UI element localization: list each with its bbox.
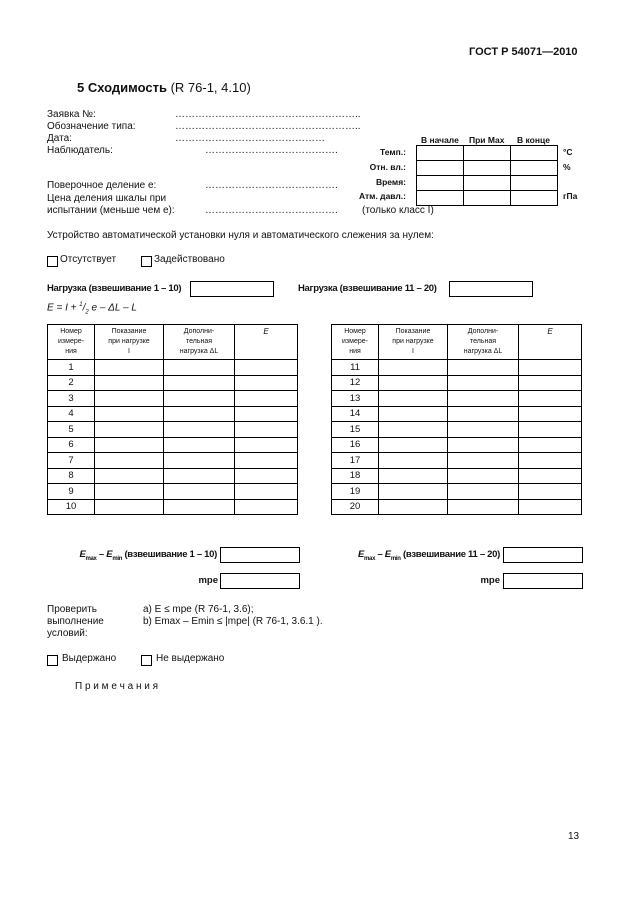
section-number-title: 5 Сходимость <box>77 80 167 95</box>
table-cell[interactable] <box>164 468 235 484</box>
row-number: 9 <box>48 484 95 500</box>
mpe-left-input[interactable] <box>220 573 300 589</box>
type-field[interactable]: ……………………………………………….. <box>175 121 361 132</box>
table-row <box>332 406 582 422</box>
table-header-row <box>48 325 298 360</box>
check-label-3: условий: <box>47 628 88 639</box>
col-header-indication: Показание при нагрузке I <box>95 325 164 360</box>
col-header-additional-load: Дополни- тельная нагрузка ΔL <box>164 325 235 360</box>
env-col-start: В начале <box>421 135 459 145</box>
range-right-text: (взвешивание 11 – 20) <box>402 549 500 560</box>
table-cell[interactable] <box>95 375 164 391</box>
env-unit-humidity: % <box>563 162 571 172</box>
date-field[interactable]: ……………………………………… <box>175 133 325 144</box>
table-cell[interactable] <box>519 375 582 391</box>
col-header-additional-load: Дополни- тельная нагрузка ΔL <box>448 325 519 360</box>
env-cell[interactable] <box>417 146 464 161</box>
application-field[interactable]: ……………………………………………….. <box>175 109 361 120</box>
table-cell[interactable] <box>164 422 235 438</box>
table-cell[interactable] <box>448 406 519 422</box>
table-row <box>332 437 582 453</box>
measurements-table-right <box>331 324 582 515</box>
table-cell[interactable] <box>379 391 448 407</box>
row-number: 14 <box>332 406 379 422</box>
row-number: 6 <box>48 437 95 453</box>
load-left-input[interactable] <box>190 281 274 297</box>
e-max-symbol: E <box>79 549 86 560</box>
table-cell[interactable] <box>448 391 519 407</box>
table-row <box>332 375 582 391</box>
absent-label: Отсутствует <box>60 254 117 265</box>
row-number: 8 <box>48 468 95 484</box>
table-cell[interactable] <box>519 422 582 438</box>
range-left-input[interactable] <box>220 547 300 563</box>
mpe-left-label: mpe <box>198 575 218 586</box>
e-max-sub: max <box>364 555 376 562</box>
load-right-input[interactable] <box>449 281 533 297</box>
table-cell[interactable] <box>519 391 582 407</box>
notes-title: П р и м е ч а н и я <box>75 681 159 692</box>
table-cell[interactable] <box>519 406 582 422</box>
scale-division-label-2: испытании (меньше чем e): <box>47 205 175 216</box>
col-header-error: E <box>235 325 298 360</box>
env-unit-temp: °C <box>563 147 573 157</box>
table-cell[interactable] <box>379 437 448 453</box>
observer-field[interactable]: …………………………………. <box>205 145 338 156</box>
table-cell[interactable] <box>448 375 519 391</box>
range-left-label: $E_{max} - E_{min}$ (взвешивание 1 – 10) <box>79 549 217 562</box>
table-row <box>48 453 298 469</box>
env-row-time <box>417 176 558 191</box>
col-header-error: E <box>519 325 582 360</box>
table-cell[interactable] <box>235 406 298 422</box>
row-number: 19 <box>332 484 379 500</box>
env-label-humidity: Отн. вл.: <box>369 162 406 172</box>
env-row-pressure <box>417 191 558 206</box>
table-row <box>48 437 298 453</box>
table-row <box>48 391 298 407</box>
env-cell[interactable] <box>511 191 558 206</box>
table-cell[interactable] <box>519 499 582 515</box>
verification-division-field[interactable]: …………………………………. <box>205 180 338 191</box>
standard-header: ГОСТ Р 54071—2010 <box>469 46 578 58</box>
e-min-symbol: E <box>384 549 391 560</box>
range-right-input[interactable] <box>503 547 583 563</box>
table-cell[interactable] <box>448 422 519 438</box>
table-row <box>48 499 298 515</box>
range-left-text: (взвешивание 1 – 10) <box>124 549 217 560</box>
row-number: 18 <box>332 468 379 484</box>
e-min-sub: min <box>112 555 123 562</box>
table-cell[interactable] <box>235 422 298 438</box>
table-cell[interactable] <box>95 484 164 500</box>
table-cell[interactable] <box>164 406 235 422</box>
type-label: Обозначение типа: <box>47 121 136 132</box>
table-cell[interactable] <box>164 484 235 500</box>
env-cell[interactable] <box>417 176 464 191</box>
row-number: 15 <box>332 422 379 438</box>
table-row <box>48 468 298 484</box>
table-row <box>332 468 582 484</box>
class-note: (только класс I) <box>362 205 434 216</box>
row-number: 11 <box>332 360 379 376</box>
table-header-row <box>332 325 582 360</box>
env-cell[interactable] <box>417 191 464 206</box>
table-cell[interactable] <box>95 422 164 438</box>
mpe-right-label: mpe <box>480 575 500 586</box>
table-cell[interactable] <box>164 375 235 391</box>
e-min-symbol: E <box>106 549 113 560</box>
table-row <box>332 453 582 469</box>
check-label-2: выполнение <box>47 616 104 627</box>
table-cell[interactable] <box>235 453 298 469</box>
observer-label: Наблюдатель: <box>47 145 113 156</box>
env-col-max: При Max <box>469 135 505 145</box>
env-cell[interactable] <box>511 176 558 191</box>
table-cell[interactable] <box>95 391 164 407</box>
env-cell[interactable] <box>464 176 511 191</box>
load-right-label: Нагрузка (взвешивание 11 – 20) <box>298 283 437 294</box>
table-cell[interactable] <box>95 468 164 484</box>
range-right-label: $E_{max} - E_{min}$ (взвешивание 11 – 20) <box>357 549 500 562</box>
table-cell[interactable] <box>235 468 298 484</box>
table-cell[interactable] <box>379 422 448 438</box>
table-cell[interactable] <box>379 468 448 484</box>
formula-part-a: E = I + <box>47 302 80 314</box>
date-label: Дата: <box>47 133 72 144</box>
table-cell[interactable] <box>235 360 298 376</box>
table-cell[interactable] <box>95 453 164 469</box>
row-number: 5 <box>48 422 95 438</box>
table-cell[interactable] <box>235 391 298 407</box>
environment-table <box>416 145 558 206</box>
passed-checkbox[interactable] <box>47 655 58 666</box>
e-max-sub: max <box>85 555 97 562</box>
check-label-1: Проверить <box>47 604 98 615</box>
scale-division-label-1: Цена деления шкалы при <box>47 193 167 204</box>
table-row <box>332 360 582 376</box>
env-unit-pressure: гПа <box>563 191 578 201</box>
env-cell[interactable] <box>511 146 558 161</box>
env-cell[interactable] <box>464 191 511 206</box>
formula-slash: / <box>82 302 86 314</box>
error-formula <box>47 302 137 315</box>
table-cell[interactable] <box>448 437 519 453</box>
mpe-right-input[interactable] <box>503 573 583 589</box>
active-checkbox[interactable] <box>141 256 152 267</box>
row-number: 10 <box>48 499 95 515</box>
table-cell[interactable] <box>164 391 235 407</box>
table-cell[interactable] <box>519 437 582 453</box>
table-cell[interactable] <box>519 468 582 484</box>
table-row <box>332 484 582 500</box>
table-cell[interactable] <box>519 484 582 500</box>
formula-sup: 1 <box>79 302 83 308</box>
row-number: 3 <box>48 391 95 407</box>
formula-part-b: e – ΔL – L <box>88 302 137 314</box>
table-cell[interactable] <box>379 406 448 422</box>
env-cell[interactable] <box>511 161 558 176</box>
row-number: 1 <box>48 360 95 376</box>
table-row <box>48 484 298 500</box>
table-cell[interactable] <box>164 499 235 515</box>
table-cell[interactable] <box>448 499 519 515</box>
env-label-time: Время: <box>375 177 406 187</box>
load-left-label: Нагрузка (взвешивание 1 – 10) <box>47 283 182 294</box>
section-title <box>77 80 251 95</box>
table-cell[interactable] <box>379 484 448 500</box>
table-cell[interactable] <box>448 453 519 469</box>
col-header-indication: Показание при нагрузке I <box>379 325 448 360</box>
table-cell[interactable] <box>448 484 519 500</box>
failed-checkbox[interactable] <box>141 655 152 666</box>
table-cell[interactable] <box>235 484 298 500</box>
table-row <box>332 499 582 515</box>
table-cell[interactable] <box>95 360 164 376</box>
table-cell[interactable] <box>448 468 519 484</box>
e-max-symbol: E <box>357 549 365 560</box>
absent-checkbox[interactable] <box>47 256 58 267</box>
row-number: 17 <box>332 453 379 469</box>
table-cell[interactable] <box>379 360 448 376</box>
table-cell[interactable] <box>95 437 164 453</box>
row-number: 4 <box>48 406 95 422</box>
table-cell[interactable] <box>379 453 448 469</box>
table-row <box>48 406 298 422</box>
failed-label: Не выдержано <box>156 653 225 664</box>
table-row <box>332 391 582 407</box>
table-cell[interactable] <box>235 437 298 453</box>
table-cell[interactable] <box>95 406 164 422</box>
env-col-end: В конце <box>517 135 550 145</box>
table-cell[interactable] <box>448 360 519 376</box>
condition-b: b) Emax – Emin ≤ |mpe| (R 76-1, 3.6.1 ). <box>143 616 323 627</box>
row-number: 13 <box>332 391 379 407</box>
table-cell[interactable] <box>379 499 448 515</box>
table-cell[interactable] <box>235 499 298 515</box>
col-header-number: Номер измере- ния <box>48 325 95 360</box>
application-label: Заявка №: <box>47 109 96 120</box>
scale-division-field[interactable]: …………………………………. <box>205 205 338 216</box>
table-row <box>48 422 298 438</box>
table-cell[interactable] <box>95 499 164 515</box>
section-ref: (R 76-1, 4.10) <box>170 80 251 95</box>
row-number: 7 <box>48 453 95 469</box>
col-header-number: Номер измере- ния <box>332 325 379 360</box>
env-row-temp <box>417 146 558 161</box>
table-cell[interactable] <box>235 375 298 391</box>
page-number: 13 <box>568 831 580 842</box>
env-cell[interactable] <box>417 161 464 176</box>
table-row <box>332 422 582 438</box>
env-label-pressure: Атм. давл.: <box>358 191 406 201</box>
active-label: Задействовано <box>154 254 225 265</box>
formula-sub: 2 <box>85 309 89 316</box>
table-cell[interactable] <box>164 437 235 453</box>
table-cell[interactable] <box>164 360 235 376</box>
env-cell[interactable] <box>464 161 511 176</box>
measurements-table-left <box>47 324 298 515</box>
row-number: 12 <box>332 375 379 391</box>
table-cell[interactable] <box>519 453 582 469</box>
row-number: 20 <box>332 499 379 515</box>
e-min-sub: min <box>390 555 401 562</box>
row-number: 2 <box>48 375 95 391</box>
table-cell[interactable] <box>519 360 582 376</box>
table-row <box>48 360 298 376</box>
env-cell[interactable] <box>464 146 511 161</box>
zero-tracking-question: Устройство автоматической установки нуля и автоматического слежения за нулем: <box>47 230 434 241</box>
env-row-humidity <box>417 161 558 176</box>
verification-division-label: Поверочное деление e: <box>47 180 157 191</box>
table-cell[interactable] <box>164 453 235 469</box>
row-number: 16 <box>332 437 379 453</box>
env-label-temp: Темп.: <box>380 147 406 157</box>
table-row <box>48 375 298 391</box>
condition-a: a) E ≤ mpe (R 76-1, 3.6); <box>143 604 254 615</box>
passed-label: Выдержано <box>62 653 117 664</box>
table-cell[interactable] <box>379 375 448 391</box>
